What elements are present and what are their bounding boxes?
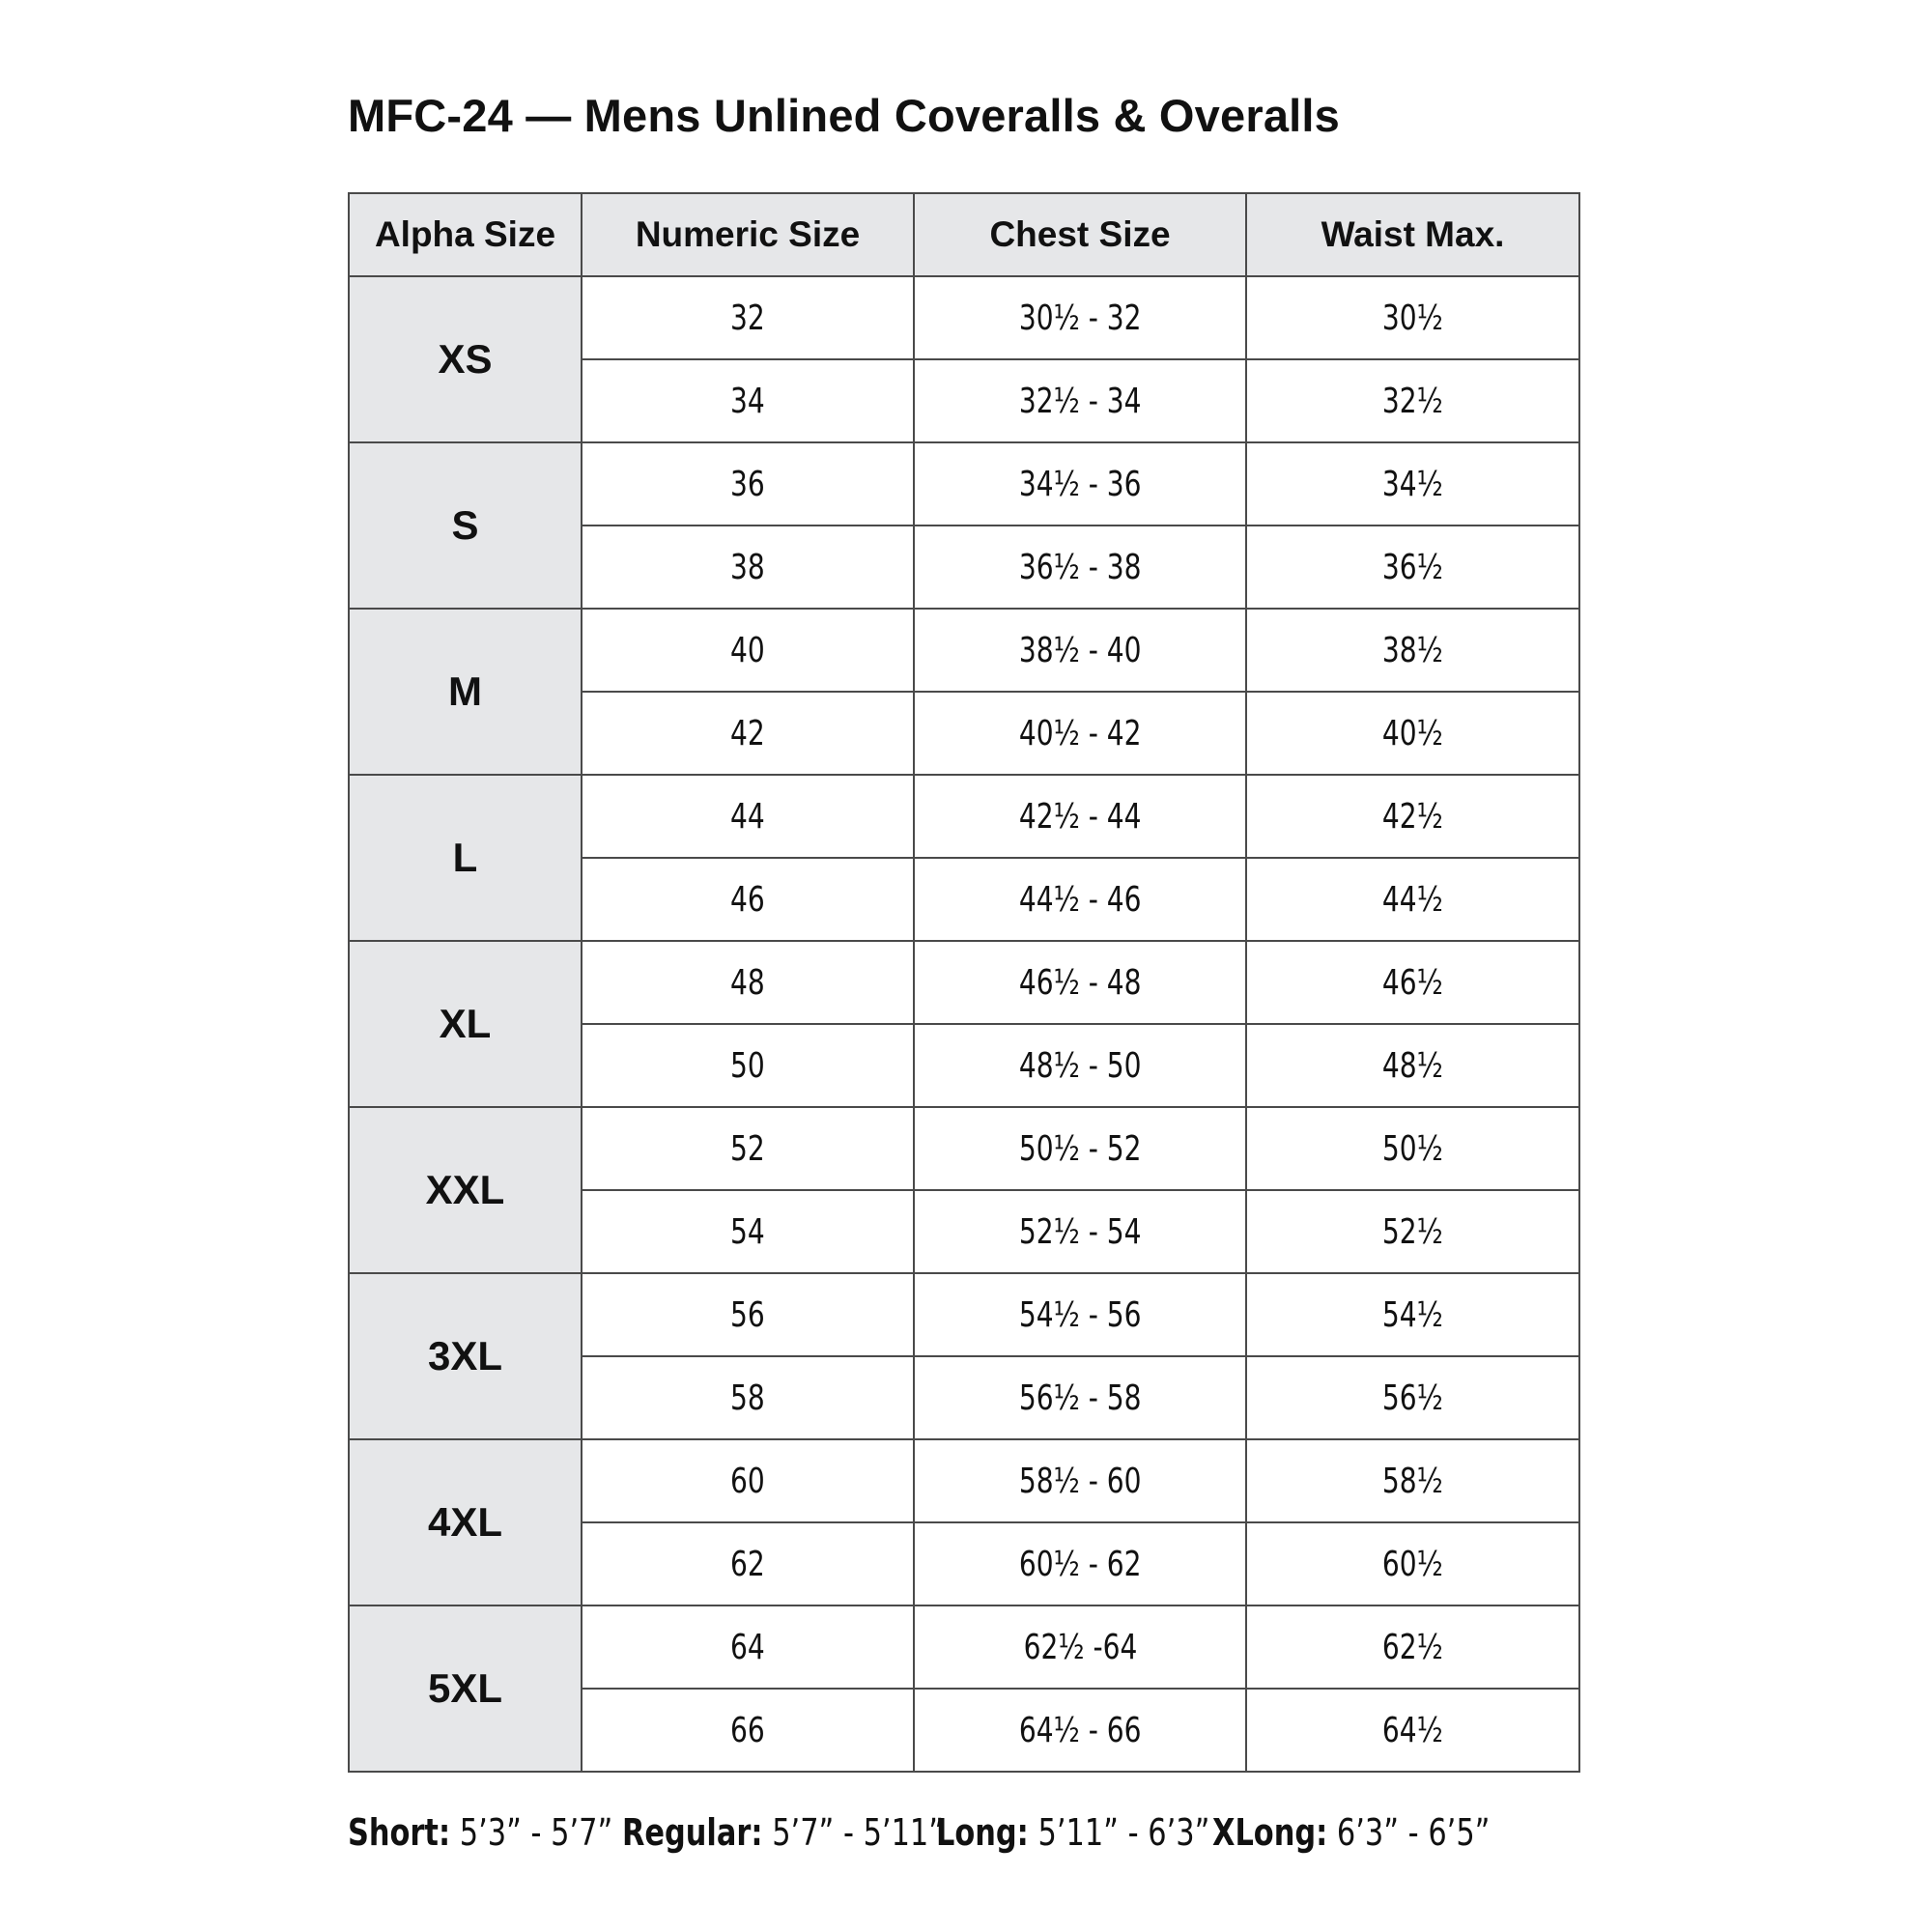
header-alpha-size: Alpha Size (349, 193, 582, 276)
waist-max-cell-value: 46½ (1382, 962, 1443, 1003)
waist-max-cell-value: 58½ (1382, 1461, 1443, 1501)
legend-regular (622, 1811, 944, 1854)
legend-long-value: 5’11” - 6’3” (1028, 1811, 1210, 1854)
legend-regular-value: 5’7” - 5’11” (762, 1811, 945, 1854)
waist-max-cell-value: 50½ (1382, 1128, 1443, 1169)
chest-size-cell (914, 775, 1246, 858)
waist-max-cell-value: 54½ (1382, 1294, 1443, 1335)
waist-max-cell (1246, 609, 1579, 692)
legend-long (936, 1811, 1209, 1854)
chest-size-cell (914, 1024, 1246, 1107)
table-row (349, 442, 1579, 526)
waist-max-cell-value: 44½ (1382, 879, 1443, 920)
waist-max-cell-value: 36½ (1382, 547, 1443, 587)
waist-max-cell (1246, 941, 1579, 1024)
chest-size-cell-value: 42½ - 44 (1018, 796, 1142, 837)
alpha-size-cell: XXL (349, 1107, 582, 1273)
numeric-size-cell-value: 52 (730, 1128, 765, 1169)
numeric-size-cell (582, 609, 914, 692)
waist-max-cell-value: 56½ (1382, 1378, 1443, 1418)
numeric-size-cell (582, 1439, 914, 1522)
waist-max-cell (1246, 1439, 1579, 1522)
numeric-size-cell (582, 526, 914, 609)
table-row (349, 1439, 1579, 1522)
chest-size-cell-value: 58½ - 60 (1018, 1461, 1142, 1501)
table-row (349, 1273, 1579, 1356)
table-body (349, 276, 1579, 1772)
chest-size-cell (914, 609, 1246, 692)
numeric-size-cell-value: 66 (730, 1710, 765, 1750)
chest-size-cell (914, 1689, 1246, 1772)
chest-size-cell (914, 442, 1246, 526)
numeric-size-cell (582, 1605, 914, 1689)
alpha-size-cell: XS (349, 276, 582, 442)
numeric-size-cell (582, 1273, 914, 1356)
waist-max-cell-value: 60½ (1382, 1544, 1443, 1584)
waist-max-cell (1246, 359, 1579, 442)
alpha-size-cell: XL (349, 941, 582, 1107)
waist-max-cell-value: 34½ (1382, 464, 1443, 504)
chest-size-cell (914, 359, 1246, 442)
chest-size-cell-value: 40½ - 42 (1018, 713, 1142, 753)
chest-size-cell-value: 32½ - 34 (1018, 381, 1142, 421)
height-legend (348, 1811, 1604, 1860)
waist-max-cell (1246, 1689, 1579, 1772)
page-title: MFC-24 — Mens Unlined Coveralls & Overalls (348, 90, 1341, 141)
table-row (349, 276, 1579, 359)
chest-size-cell-value: 60½ - 62 (1018, 1544, 1142, 1584)
waist-max-cell (1246, 526, 1579, 609)
waist-max-cell (1246, 692, 1579, 775)
waist-max-cell-value: 52½ (1382, 1211, 1443, 1252)
numeric-size-cell-value: 64 (730, 1627, 765, 1667)
numeric-size-cell-value: 34 (730, 381, 765, 421)
waist-max-cell-value: 30½ (1382, 298, 1443, 338)
chest-size-cell (914, 1107, 1246, 1190)
waist-max-cell-value: 38½ (1382, 630, 1443, 670)
waist-max-cell (1246, 276, 1579, 359)
chest-size-cell (914, 526, 1246, 609)
alpha-size-cell: S (349, 442, 582, 609)
waist-max-cell (1246, 1273, 1579, 1356)
numeric-size-cell (582, 442, 914, 526)
chest-size-cell-value: 64½ - 66 (1018, 1710, 1142, 1750)
numeric-size-cell-value: 42 (730, 713, 765, 753)
waist-max-cell (1246, 858, 1579, 941)
numeric-size-cell (582, 359, 914, 442)
waist-max-cell (1246, 1024, 1579, 1107)
alpha-size-cell: 3XL (349, 1273, 582, 1439)
waist-max-cell-value: 32½ (1382, 381, 1443, 421)
numeric-size-cell-value: 48 (730, 962, 765, 1003)
table-row (349, 775, 1579, 858)
waist-max-cell (1246, 1605, 1579, 1689)
legend-short-value: 5’3” - 5’7” (450, 1811, 613, 1854)
chest-size-cell-value: 46½ - 48 (1018, 962, 1142, 1003)
chest-size-cell-value: 50½ - 52 (1018, 1128, 1142, 1169)
chest-size-cell (914, 1439, 1246, 1522)
legend-short-label: Short: (348, 1811, 451, 1854)
header-chest-size: Chest Size (914, 193, 1246, 276)
waist-max-cell (1246, 442, 1579, 526)
chest-size-cell-value: 56½ - 58 (1018, 1378, 1142, 1418)
chest-size-cell (914, 1522, 1246, 1605)
chest-size-cell (914, 1190, 1246, 1273)
numeric-size-cell (582, 1190, 914, 1273)
numeric-size-cell (582, 1024, 914, 1107)
alpha-size-cell: 5XL (349, 1605, 582, 1772)
chest-size-cell-value: 36½ - 38 (1018, 547, 1142, 587)
numeric-size-cell-value: 60 (730, 1461, 765, 1501)
waist-max-cell (1246, 1522, 1579, 1605)
numeric-size-cell (582, 775, 914, 858)
table-row (349, 1107, 1579, 1190)
numeric-size-cell (582, 858, 914, 941)
chest-size-cell-value: 62½ -64 (1023, 1627, 1137, 1667)
chest-size-cell (914, 1605, 1246, 1689)
legend-short (348, 1811, 612, 1854)
legend-xlong (1212, 1811, 1490, 1854)
numeric-size-cell-value: 32 (730, 298, 765, 338)
chest-size-cell (914, 1273, 1246, 1356)
legend-long-label: Long: (936, 1811, 1029, 1854)
alpha-size-cell: L (349, 775, 582, 941)
legend-xlong-value: 6’3” - 6’5” (1327, 1811, 1491, 1854)
table-header-row (349, 193, 1579, 276)
numeric-size-cell-value: 38 (730, 547, 765, 587)
waist-max-cell-value: 40½ (1382, 713, 1443, 753)
waist-max-cell-value: 62½ (1382, 1627, 1443, 1667)
numeric-size-cell (582, 1522, 914, 1605)
chest-size-cell-value: 30½ - 32 (1018, 298, 1142, 338)
numeric-size-cell (582, 692, 914, 775)
chest-size-cell-value: 44½ - 46 (1018, 879, 1142, 920)
waist-max-cell-value: 42½ (1382, 796, 1443, 837)
waist-max-cell (1246, 775, 1579, 858)
header-numeric-size: Numeric Size (582, 193, 914, 276)
numeric-size-cell (582, 1107, 914, 1190)
table-row (349, 1605, 1579, 1689)
legend-xlong-label: XLong: (1212, 1811, 1328, 1854)
waist-max-cell-value: 48½ (1382, 1045, 1443, 1086)
numeric-size-cell-value: 62 (730, 1544, 765, 1584)
numeric-size-cell-value: 40 (730, 630, 765, 670)
chest-size-cell (914, 276, 1246, 359)
numeric-size-cell (582, 1356, 914, 1439)
numeric-size-cell-value: 46 (730, 879, 765, 920)
numeric-size-cell (582, 941, 914, 1024)
numeric-size-cell-value: 58 (730, 1378, 765, 1418)
chest-size-cell-value: 34½ - 36 (1018, 464, 1142, 504)
header-waist-max: Waist Max. (1246, 193, 1579, 276)
numeric-size-cell-value: 36 (730, 464, 765, 504)
table-row (349, 941, 1579, 1024)
waist-max-cell (1246, 1107, 1579, 1190)
waist-max-cell-value: 64½ (1382, 1710, 1443, 1750)
alpha-size-cell: 4XL (349, 1439, 582, 1605)
numeric-size-cell (582, 276, 914, 359)
chest-size-cell-value: 48½ - 50 (1018, 1045, 1142, 1086)
chest-size-cell (914, 941, 1246, 1024)
numeric-size-cell (582, 1689, 914, 1772)
chest-size-cell-value: 38½ - 40 (1018, 630, 1142, 670)
waist-max-cell (1246, 1356, 1579, 1439)
table-row (349, 609, 1579, 692)
numeric-size-cell-value: 56 (730, 1294, 765, 1335)
numeric-size-cell-value: 50 (730, 1045, 765, 1086)
chest-size-cell (914, 692, 1246, 775)
numeric-size-cell-value: 54 (730, 1211, 765, 1252)
chest-size-cell-value: 52½ - 54 (1018, 1211, 1142, 1252)
waist-max-cell (1246, 1190, 1579, 1273)
chest-size-cell (914, 858, 1246, 941)
chest-size-cell-value: 54½ - 56 (1018, 1294, 1142, 1335)
alpha-size-cell: M (349, 609, 582, 775)
chest-size-cell (914, 1356, 1246, 1439)
size-chart-table (348, 192, 1580, 1773)
numeric-size-cell-value: 44 (730, 796, 765, 837)
legend-regular-label: Regular: (622, 1811, 763, 1854)
